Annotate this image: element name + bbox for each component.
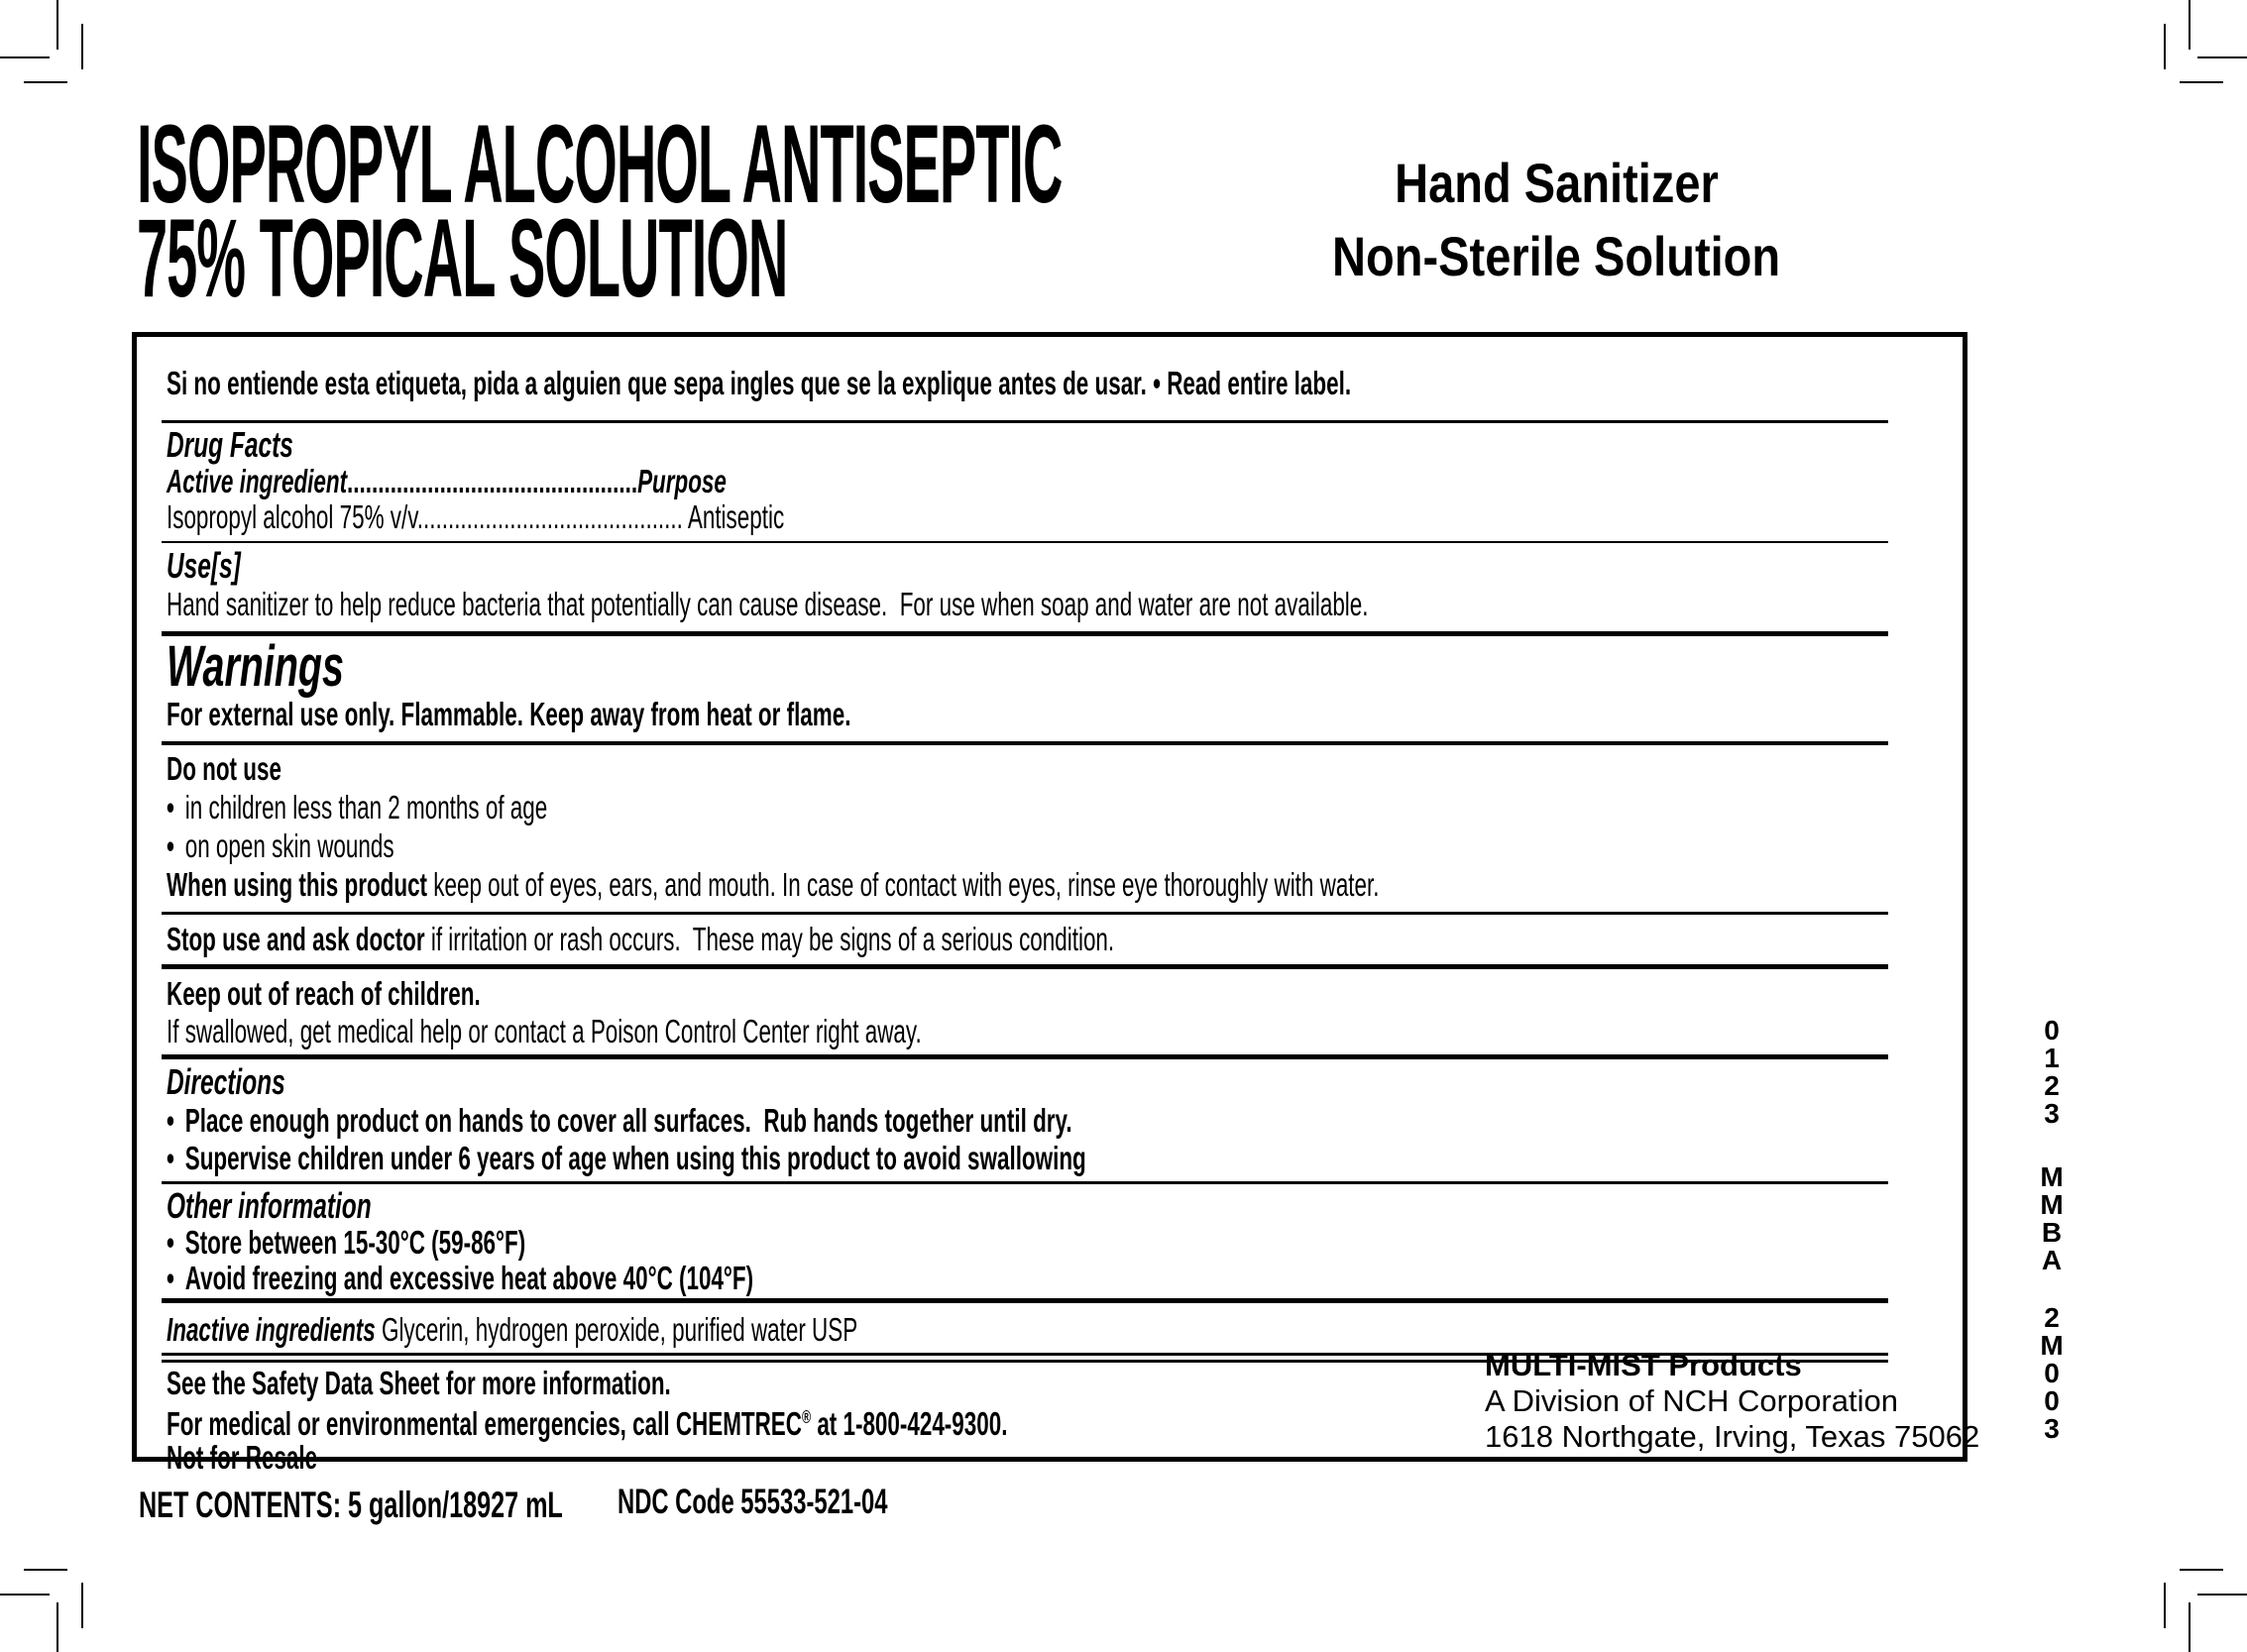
side-code-char: M <box>2040 1161 2064 1192</box>
leader-dots: ............................................... <box>347 463 638 499</box>
stop-use-lead: Stop use and ask doctor <box>167 921 425 957</box>
side-code-char: 0 <box>2044 1385 2060 1416</box>
section-language-notice <box>162 337 1888 423</box>
bullet-icon: • <box>167 789 174 826</box>
crop-mark <box>0 56 50 58</box>
do-not-use-item-2: on open skin wounds <box>184 827 394 864</box>
side-code-char: 3 <box>2044 1413 2060 1444</box>
ingredient-name: Isopropyl alcohol 75% v/v <box>167 498 417 535</box>
crop-mark <box>56 0 58 50</box>
list-item <box>167 1102 1888 1140</box>
directions-item-1: Place enough product on hands to cover all surfaces. Rub hands together until dry. <box>184 1102 1072 1139</box>
safety-line-1: See the Safety Data Sheet for more information. <box>167 1365 671 1401</box>
section-keep-out-of-reach <box>162 969 1888 1059</box>
other-info-item-2: Avoid freezing and excessive heat above 40°C (104°F) <box>184 1260 754 1296</box>
section-stop-use <box>162 915 1888 969</box>
list-item <box>167 826 1888 865</box>
side-code-char: M <box>2040 1330 2064 1361</box>
subtitle-line-2: Non-Sterile Solution <box>1331 225 1781 287</box>
ndc-code-text: NDC Code 55533-521-04 <box>618 1483 888 1521</box>
section-directions <box>162 1059 1888 1184</box>
product-subtitle <box>1264 147 1849 293</box>
list-item <box>167 1261 1888 1296</box>
crop-mark <box>0 1594 50 1596</box>
product-title-line-2: 75% TOPICAL SOLUTION <box>137 196 788 320</box>
other-info-item-1: Store between 15-30°C (59-86°F) <box>184 1224 526 1261</box>
side-code-char: A <box>2041 1245 2063 1275</box>
bullet-icon: • <box>167 1140 174 1176</box>
bullet-icon: • <box>167 1102 174 1139</box>
inactive-ingredients-row <box>167 1311 1888 1349</box>
inactive-ingredients-heading: Inactive ingredients <box>167 1311 376 1348</box>
warnings-heading: Warnings <box>167 634 344 699</box>
other-information-heading: Other information <box>167 1185 372 1226</box>
crop-mark <box>2180 81 2223 83</box>
side-code-group-3 <box>2030 1304 2074 1443</box>
inactive-ingredients-text: Glycerin, hydrogen peroxide, purified water USP <box>375 1311 858 1348</box>
product-title-line-1: ISOPROPYL ALCOHOL ANTISEPTIC <box>137 102 1063 226</box>
drug-facts-heading: Drug Facts <box>167 424 293 465</box>
manufacturer-name: MULTI-MIST Products <box>1485 1348 1802 1382</box>
net-contents-text: NET CONTENTS: 5 gallon/18927 mL <box>139 1485 563 1525</box>
side-code-char: B <box>2041 1217 2063 1248</box>
section-other-information <box>162 1184 1888 1303</box>
crop-mark <box>24 81 67 83</box>
crop-mark <box>2197 56 2247 58</box>
section-warnings <box>162 636 1888 745</box>
crop-mark <box>2164 24 2166 69</box>
not-for-resale-text: Not for Resale <box>167 1439 318 1476</box>
when-using-row <box>167 865 1888 904</box>
crop-mark <box>2189 1602 2191 1652</box>
crop-mark <box>81 1583 83 1628</box>
do-not-use-heading: Do not use <box>167 750 281 787</box>
keep-out-heading: Keep out of reach of children. <box>167 975 481 1012</box>
leader-dots: ........................................... <box>416 498 683 535</box>
side-code-char: 2 <box>2044 1302 2060 1333</box>
keep-out-text: If swallowed, get medical help or contact a Poison Control Center right away. <box>167 1013 922 1049</box>
when-using-lead: When using this product <box>167 866 428 903</box>
ingredient-row <box>167 499 1888 535</box>
bullet-icon: • <box>167 1224 174 1261</box>
side-code-char: 1 <box>2044 1043 2060 1073</box>
drug-facts-box <box>132 332 1980 1476</box>
safety-line-2-phone: at 1-800-424-9300. <box>811 1405 1008 1442</box>
do-not-use-item-1: in children less than 2 months of age <box>184 789 548 826</box>
section-uses <box>162 543 1888 636</box>
bullet-icon: • <box>167 827 174 864</box>
directions-heading: Directions <box>167 1061 285 1102</box>
crop-mark <box>2189 0 2191 50</box>
list-item <box>167 1225 1888 1261</box>
crop-mark <box>2164 1583 2166 1628</box>
purpose-label: Purpose <box>637 463 727 499</box>
active-ingredient-label: Active ingredient <box>167 463 348 499</box>
side-code-char: 3 <box>2044 1098 2060 1129</box>
side-code-char: 0 <box>2044 1015 2060 1046</box>
crop-mark <box>2180 1569 2223 1571</box>
section-drug-facts <box>162 423 1888 543</box>
manufacturer-address: 1618 Northgate, Irving, Texas 75062 <box>1485 1419 1980 1454</box>
section-do-not-use <box>162 745 1888 915</box>
crop-mark <box>2197 1594 2247 1596</box>
list-item <box>167 788 1888 826</box>
registered-trademark-symbol: ® <box>801 1407 812 1427</box>
side-code-char: 0 <box>2044 1358 2060 1388</box>
active-ingredient-row <box>167 464 1888 499</box>
subtitle-line-1: Hand Sanitizer <box>1394 152 1719 214</box>
language-notice-text: Si no entiende esta etiqueta, pida a alguien que sepa ingles que se la explique antes de usar. • Read entire label. <box>167 365 1352 401</box>
safety-line-2-text: For medical or environmental emergencies, call CHEMTREC <box>167 1405 802 1442</box>
side-code-char: M <box>2040 1189 2064 1220</box>
crop-mark <box>56 1602 58 1652</box>
side-code-char: 2 <box>2044 1070 2060 1101</box>
when-using-text: keep out of eyes, ears, and mouth. In case of contact with eyes, rinse eye thoroughly with water. <box>427 866 1380 903</box>
crop-mark <box>24 1569 67 1571</box>
side-print-code <box>2030 1017 2074 1443</box>
stop-use-row <box>167 921 1888 958</box>
crop-mark <box>81 24 83 69</box>
stop-use-text: if irritation or rash occurs. These may be signs of a serious condition. <box>424 921 1115 957</box>
list-item <box>167 1140 1888 1177</box>
manufacturer-block <box>1485 1348 1979 1455</box>
side-code-group-2 <box>2030 1163 2074 1274</box>
uses-text: Hand sanitizer to help reduce bacteria that potentially can cause disease. For use when soap and water are not available. <box>167 586 1369 622</box>
ingredient-purpose: Antiseptic <box>682 498 785 535</box>
directions-item-2: Supervise children under 6 years of age when using this product to avoid swallowing <box>184 1140 1086 1176</box>
uses-heading: Use[s] <box>167 545 241 586</box>
side-code-group-1 <box>2030 1017 2074 1128</box>
warnings-text: For external use only. Flammable. Keep away from heat or flame. <box>167 696 851 732</box>
bullet-icon: • <box>167 1260 174 1296</box>
manufacturer-division: A Division of NCH Corporation <box>1485 1383 1898 1418</box>
